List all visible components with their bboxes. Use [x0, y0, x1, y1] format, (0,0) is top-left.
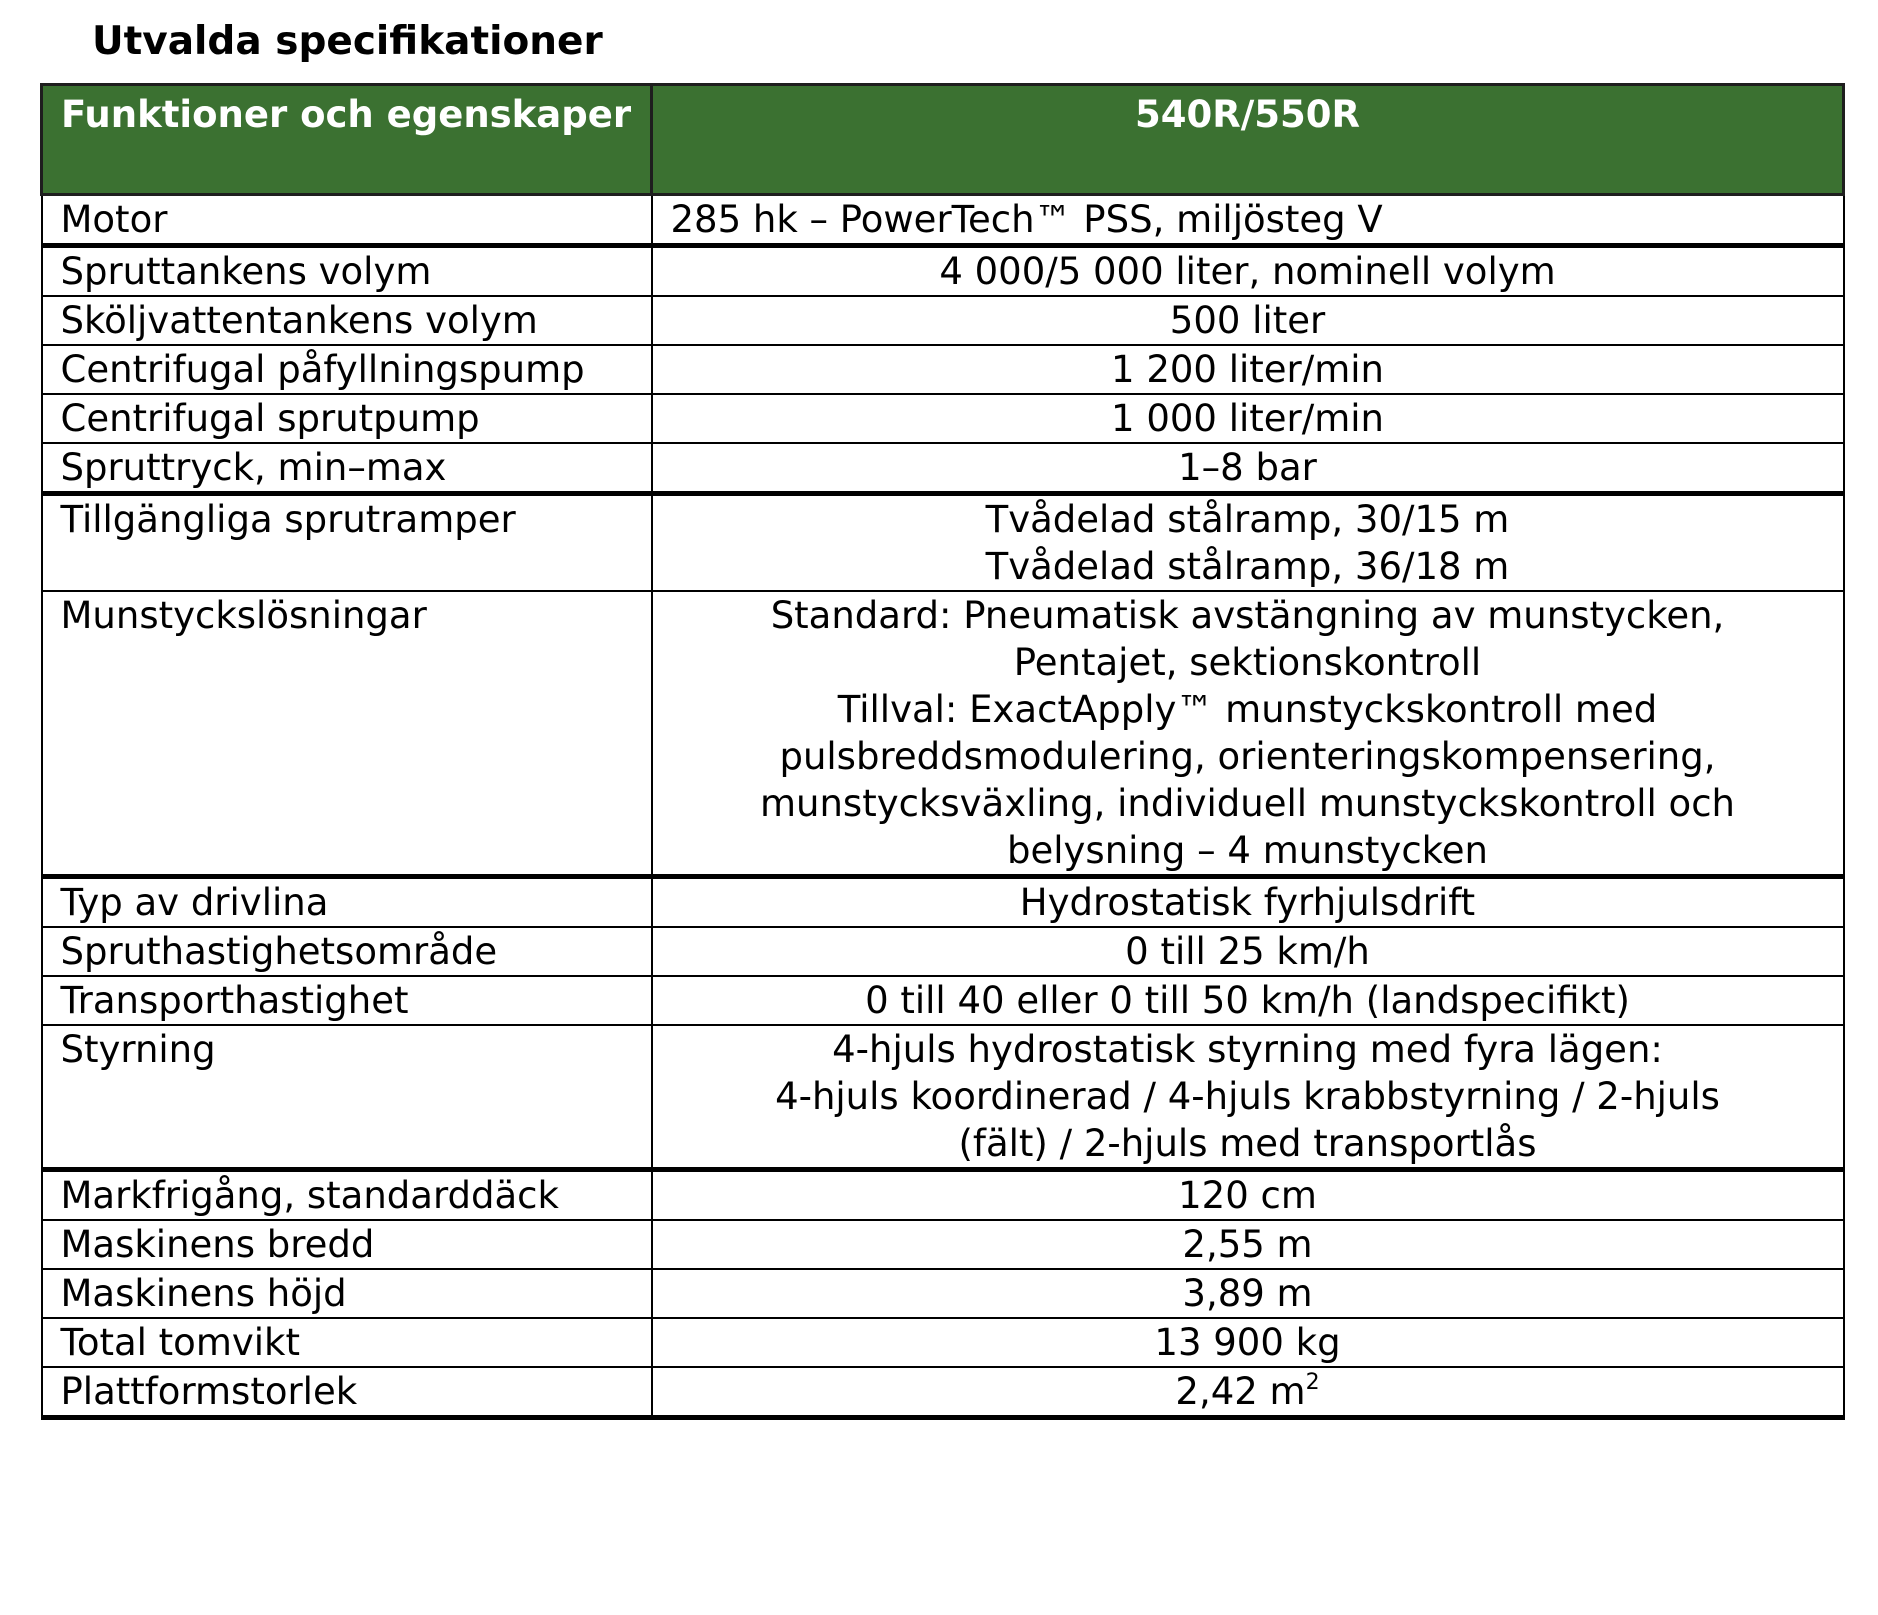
spec-value-line	[671, 827, 1825, 874]
spec-table-body	[42, 195, 1844, 1418]
spec-value	[652, 345, 1844, 394]
spec-value	[652, 195, 1844, 246]
spec-value-text: 4 000/5 000 liter, nominell volym	[939, 250, 1556, 293]
spec-value-line	[671, 496, 1825, 543]
spec-value-line	[671, 928, 1825, 975]
spec-value	[652, 443, 1844, 494]
spec-value	[652, 976, 1844, 1025]
table-row	[42, 494, 1844, 592]
spec-value-line	[671, 196, 1825, 243]
spec-value-text: 13 900 kg	[1154, 1321, 1341, 1364]
spec-value-text: Pentajet, sektionskontroll	[1013, 641, 1482, 684]
spec-value-line	[671, 639, 1825, 686]
spec-value-text: pulsbreddsmodulering, orienteringskompensering,	[779, 735, 1716, 778]
spec-label: Markfrigång, standarddäck	[42, 1170, 652, 1221]
table-row	[42, 195, 1844, 246]
table-row	[42, 1025, 1844, 1170]
spec-value	[652, 296, 1844, 345]
spec-value-text: 500 liter	[1169, 299, 1326, 342]
table-row	[42, 927, 1844, 976]
spec-value-line	[671, 444, 1825, 491]
header-features: Funktioner och egenskaper	[42, 85, 652, 195]
spec-value-text: 3,89 m	[1182, 1272, 1313, 1315]
spec-value	[652, 1025, 1844, 1170]
spec-value-line	[671, 1073, 1825, 1120]
spec-value-line	[671, 297, 1825, 344]
spec-label: Typ av drivlina	[42, 877, 652, 928]
spec-value-line	[671, 733, 1825, 780]
spec-value-line	[671, 1368, 1825, 1415]
spec-value	[652, 246, 1844, 297]
spec-value-line	[671, 346, 1825, 393]
table-row	[42, 394, 1844, 443]
spec-label: Styrning	[42, 1025, 652, 1170]
page-title: Utvalda specifikationer	[92, 19, 603, 64]
spec-value	[652, 394, 1844, 443]
table-row	[42, 976, 1844, 1025]
spec-label: Centrifugal sprutpump	[42, 394, 652, 443]
spec-value-text: Standard: Pneumatisk avstängning av munstycken,	[770, 594, 1725, 637]
table-row	[42, 1367, 1844, 1418]
spec-value-text: 2,55 m	[1182, 1223, 1313, 1266]
spec-value-text: 1 200 liter/min	[1111, 348, 1384, 391]
spec-label: Sköljvattentankens volym	[42, 296, 652, 345]
table-row	[42, 443, 1844, 494]
spec-value-line	[671, 977, 1825, 1024]
spec-label: Motor	[42, 195, 652, 246]
spec-value-line	[671, 879, 1825, 926]
spec-value-text: Tvådelad stålramp, 30/15 m	[985, 498, 1510, 541]
spec-value	[652, 494, 1844, 592]
spec-label: Total tomvikt	[42, 1318, 652, 1367]
spec-value-text: 4-hjuls hydrostatisk styrning med fyra lägen:	[832, 1028, 1663, 1071]
spec-value-text: Hydrostatisk fyrhjulsdrift	[1019, 881, 1476, 924]
spec-label: Maskinens bredd	[42, 1220, 652, 1269]
spec-value-line	[671, 1172, 1825, 1219]
spec-label: Spruttankens volym	[42, 246, 652, 297]
spec-value	[652, 1367, 1844, 1418]
spec-value-line	[671, 686, 1825, 733]
spec-value-line	[671, 1221, 1825, 1268]
table-row	[42, 345, 1844, 394]
spec-value	[652, 877, 1844, 928]
spec-value-text: 1–8 bar	[1178, 446, 1317, 489]
spec-value-line	[671, 248, 1825, 295]
spec-value-text: 4-hjuls koordinerad / 4-hjuls krabbstyrning / 2-hjuls	[775, 1075, 1720, 1118]
table-row	[42, 1269, 1844, 1318]
spec-label: Tillgängliga sprutramper	[42, 494, 652, 592]
spec-value-line	[671, 543, 1825, 590]
spec-value	[652, 591, 1844, 877]
unit-superscript: 2	[1305, 1370, 1320, 1395]
spec-value-text: 0 till 40 eller 0 till 50 km/h (landspecifikt)	[865, 979, 1630, 1022]
spec-value-text: 120 cm	[1178, 1174, 1317, 1217]
spec-value-text: Tillval: ExactApply™ munstyckskontroll med	[837, 688, 1658, 731]
spec-label: Transporthastighet	[42, 976, 652, 1025]
spec-value-line	[671, 1120, 1825, 1167]
spec-value-text: Tvådelad stålramp, 36/18 m	[985, 545, 1510, 588]
table-row	[42, 1170, 1844, 1221]
spec-value-text: 2,42 m	[1175, 1370, 1306, 1413]
table-header-row	[42, 85, 1844, 195]
table-row	[42, 1318, 1844, 1367]
spec-label: Spruthastighetsområde	[42, 927, 652, 976]
spec-value	[652, 1220, 1844, 1269]
spec-value	[652, 927, 1844, 976]
spec-label: Maskinens höjd	[42, 1269, 652, 1318]
spec-value-line	[671, 780, 1825, 827]
table-row	[42, 591, 1844, 877]
spec-label: Spruttryck, min–max	[42, 443, 652, 494]
spec-value-text: munstycksväxling, individuell munstyckskontroll och	[759, 782, 1735, 825]
header-model: 540R/550R	[652, 85, 1844, 195]
spec-table	[40, 83, 1845, 1420]
spec-value-line	[671, 395, 1825, 442]
spec-label: Munstyckslösningar	[42, 591, 652, 877]
spec-label: Centrifugal påfyllningspump	[42, 345, 652, 394]
spec-value-line	[671, 1319, 1825, 1366]
spec-value-text: (fält) / 2-hjuls med transportlås	[958, 1122, 1537, 1165]
spec-value-line	[671, 1026, 1825, 1073]
spec-value	[652, 1170, 1844, 1221]
spec-value-text: belysning – 4 munstycken	[1007, 829, 1488, 872]
spec-label: Plattformstorlek	[42, 1367, 652, 1418]
spec-value-text: 0 till 25 km/h	[1125, 930, 1370, 973]
spec-value-text: 1 000 liter/min	[1111, 397, 1384, 440]
spec-value	[652, 1318, 1844, 1367]
table-row	[42, 246, 1844, 297]
table-row	[42, 296, 1844, 345]
spec-value-line	[671, 592, 1825, 639]
spec-value	[652, 1269, 1844, 1318]
spec-value-text: 285 hk – PowerTech™ PSS, miljösteg V	[670, 198, 1383, 241]
table-row	[42, 1220, 1844, 1269]
spec-value-line	[671, 1270, 1825, 1317]
table-row	[42, 877, 1844, 928]
